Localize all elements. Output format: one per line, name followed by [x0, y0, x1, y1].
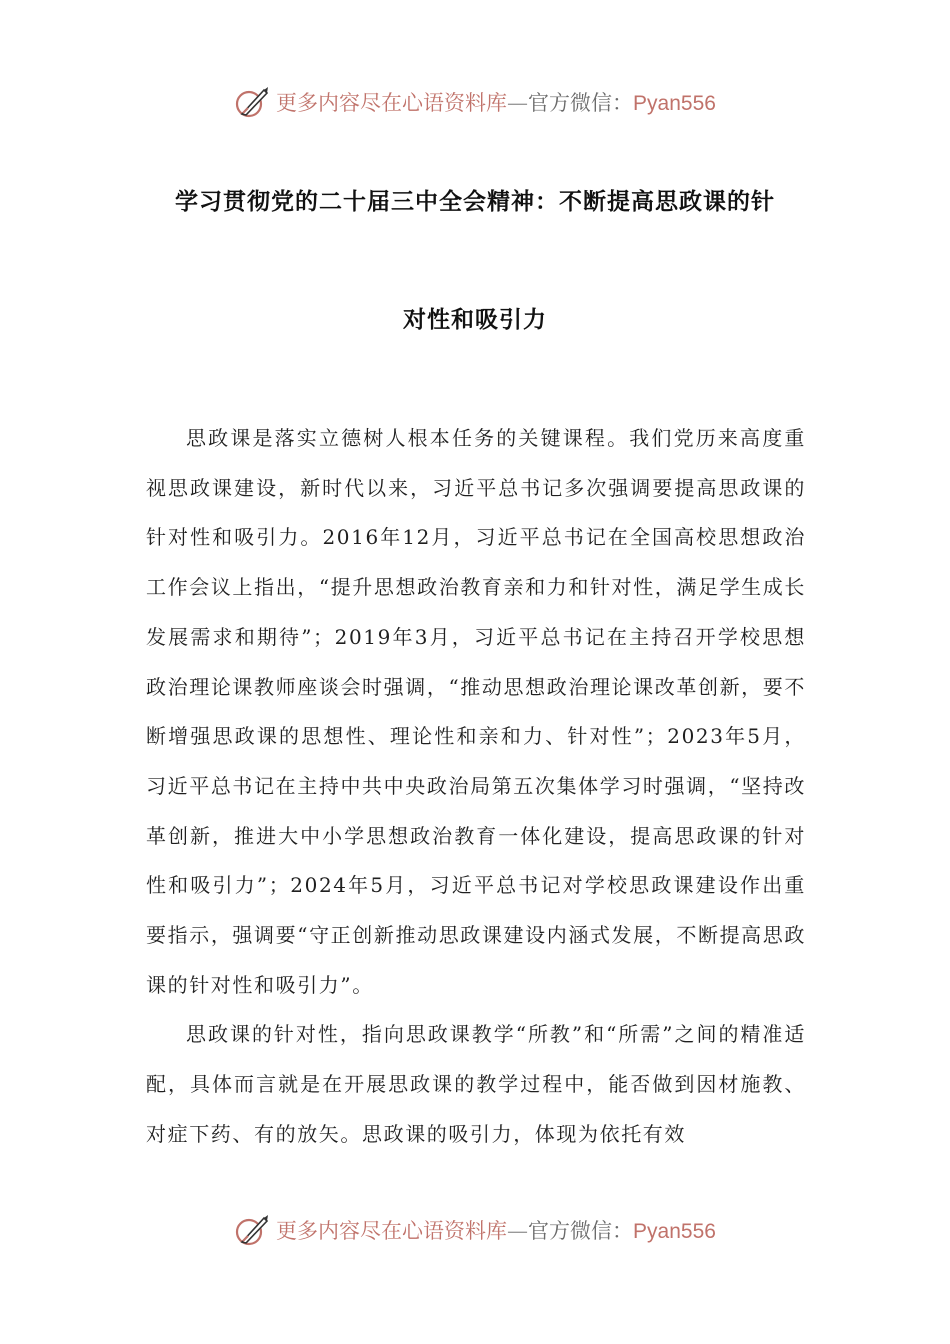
body-paragraph: 思政课的针对性，指向思政课教学“所教”和“所需”之间的精准适配，具体而言就是在开展思政课的教学过程中，能否做到因材施教、对症下药、有的放矢。思政课的吸引力，体现为依托有效	[146, 1022, 806, 1146]
watermark-text	[276, 87, 716, 117]
watermark-label: 官方微信：	[528, 91, 634, 115]
watermark-wechat-id: Pyan556	[633, 1220, 716, 1243]
document-title-line-2: 对性和吸引力	[403, 307, 547, 333]
quill-pen-icon	[234, 1212, 270, 1248]
document-body	[146, 414, 806, 1160]
header-watermark-banner	[0, 80, 950, 124]
watermark-wechat-id: Pyan556	[633, 92, 716, 115]
body-paragraph: 思政课是落实立德树人根本任务的关键课程。我们党历来高度重视思政课建设，新时代以来，习近平总书记多次强调要提高思政课的针对性和吸引力。2016年12月，习近平总书记在全国高校思想政治工作会议上指出，“提升思想政治教育亲和力和针对性，满足学生成长发展需求和期待”；2019年3月，习近平总书记在主持召开学校思想政治理论课教师座谈会时强调，“推动思想政治理论课改革创新，要不断增强思政课的思想性、理论性和亲和力、针对性”；2023年5月，习近平总书记在主持中共中央政治局第五次集体学习时强调，“坚持改革创新，推进大中小学思想政治教育一体化建设，提高思政课的针对性和吸引力”；2024年5月，习近平总书记对学校思政课建设作出重要指示，强调要“守正创新推动思政课建设内涵式发展，不断提高思政课的针对性和吸引力”。	[146, 426, 806, 997]
document-title-line-1: 学习贯彻党的二十届三中全会精神：不断提高思政课的针	[175, 189, 775, 215]
quill-pen-icon	[234, 84, 270, 120]
watermark-text	[276, 1215, 716, 1245]
watermark-site-name: 更多内容尽在心语资料库	[276, 1219, 508, 1243]
watermark-site-name: 更多内容尽在心语资料库	[276, 91, 508, 115]
footer-watermark-banner	[0, 1208, 950, 1252]
watermark-separator: —	[507, 1219, 529, 1243]
watermark-label: 官方微信：	[528, 1219, 634, 1243]
watermark-separator: —	[507, 91, 529, 115]
